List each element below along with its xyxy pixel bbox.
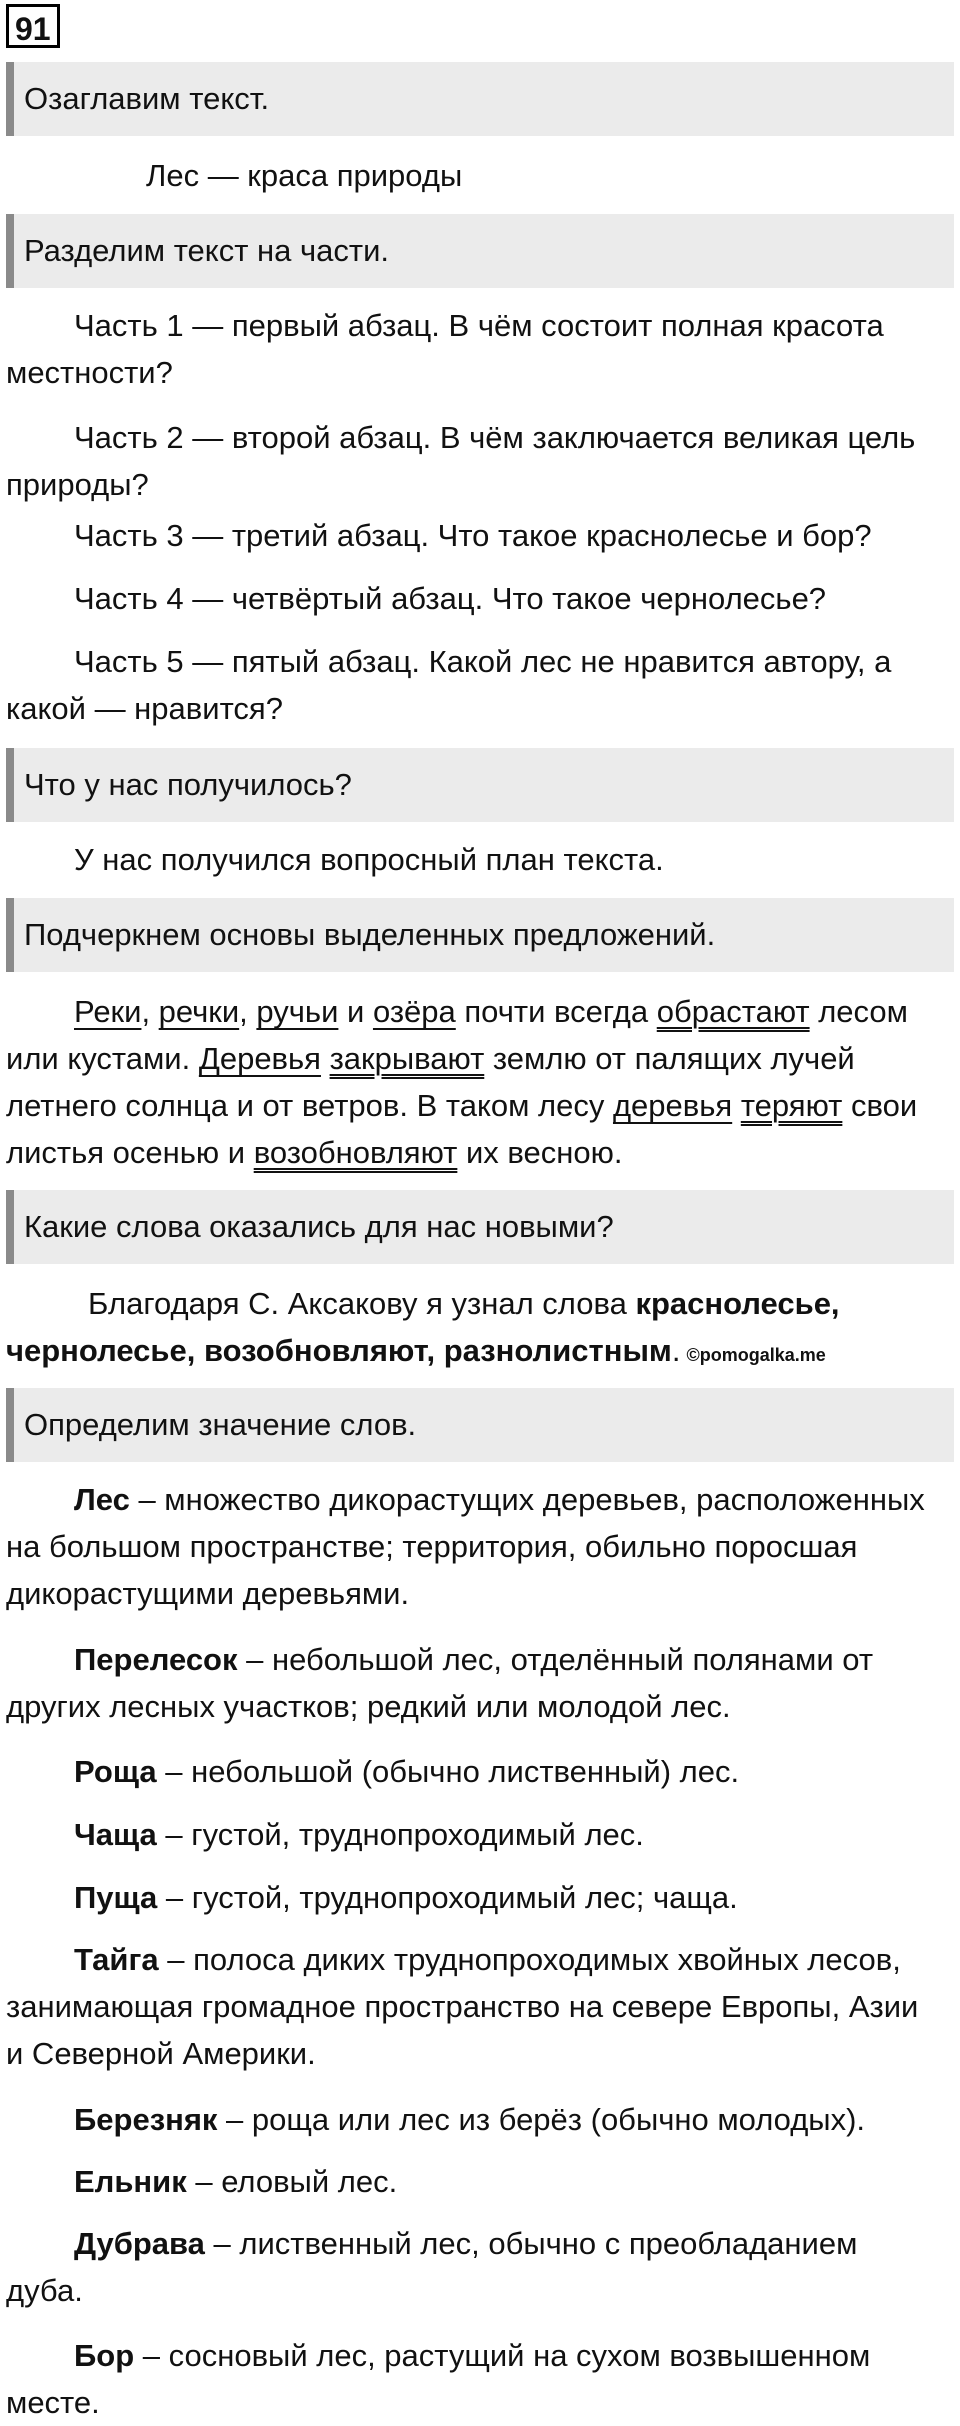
subject: ручьи	[256, 994, 339, 1029]
part-5: Часть 5 — пятый абзац. Какой лес не нравится автору, а какой — нравится?	[6, 644, 892, 726]
part-2: Часть 2 — второй абзац. В чём заключается великая цель природы?	[6, 420, 916, 502]
heading-title-task: Озаглавим текст.	[6, 62, 954, 136]
new-words-paragraph: Благодаря С. Аксакову я узнал слова краснолесье, чернолесье, возобновляют, разнолистным. ©pomogalka.me	[6, 1286, 840, 1368]
part-1: Часть 1 — первый абзац. В чём состоит полная красота местности?	[6, 308, 884, 390]
definition-bereznyak: Березняк – роща или лес из берёз (обычно молодых).	[74, 2102, 866, 2137]
exercise-number: 91	[6, 4, 60, 48]
definition-dubrava: Дубрава – лиственный лес, обычно с преобладанием дуба.	[6, 2226, 858, 2308]
new-words-list: краснолесье, чернолесье, возобновляют, разнолистным	[6, 1286, 840, 1368]
subject: речки	[158, 994, 240, 1029]
heading-new-words: Какие слова оказались для нас новыми?	[6, 1190, 954, 1264]
heading-grammar-task: Подчеркнем основы выделенных предложений.	[6, 898, 954, 972]
definition-roshcha: Роща – небольшой (обычно лиственный) лес.	[74, 1754, 740, 1789]
definition-chashcha: Чаща – густой, труднопроходимый лес.	[74, 1817, 644, 1852]
subject: деревья	[612, 1088, 733, 1123]
watermark: ©pomogalka.me	[686, 1345, 826, 1365]
subject: Деревья	[198, 1041, 321, 1076]
subject: Реки	[74, 994, 142, 1029]
heading-parts-task: Разделим текст на части.	[6, 214, 954, 288]
definition-pereleso: Перелесок – небольшой лес, отделённый полянами от других лесных участков; редкий или молодой лес.	[6, 1642, 874, 1724]
part-4: Часть 4 — четвёртый абзац. Что такое чернолесье?	[74, 581, 827, 616]
definition-bor: Бор – сосновый лес, растущий на сухом возвышенном месте.	[6, 2338, 871, 2420]
predicate: теряют	[740, 1088, 843, 1123]
text-title: Лес — краса природы	[146, 158, 463, 193]
definition-elnik: Ельник – еловый лес.	[74, 2164, 398, 2199]
heading-definitions: Определим значение слов.	[6, 1388, 954, 1462]
definition-les: Лес – множество дикорастущих деревьев, расположенных на большом пространстве; территория, обильно поросшая дикорастущими деревьями.	[6, 1482, 925, 1611]
predicate: возобновляют	[253, 1135, 458, 1170]
subject: озёра	[372, 994, 456, 1029]
part-3: Часть 3 — третий абзац. Что такое краснолесье и бор?	[74, 518, 872, 553]
definition-pushcha: Пуща – густой, труднопроходимый лес; чаща.	[74, 1880, 738, 1915]
definition-taiga: Тайга – полоса диких труднопроходимых хвойных лесов, занимающая громадное пространство на севере Европы, Азии и Северной Америки.	[6, 1942, 919, 2071]
result-text: У нас получился вопросный план текста.	[74, 842, 664, 877]
predicate: обрастают	[656, 994, 810, 1029]
heading-result: Что у нас получилось?	[6, 748, 954, 822]
sentences-paragraph: Реки, речки, ручьи и озёра почти всегда обрастают лесом или кустами. Деревья закрывают землю от палящих лучей летнего солнца и от ветров. В таком лесу деревья теряют свои листья осенью и возобновляют их весною.	[6, 994, 918, 1170]
predicate: закрывают	[329, 1041, 485, 1076]
